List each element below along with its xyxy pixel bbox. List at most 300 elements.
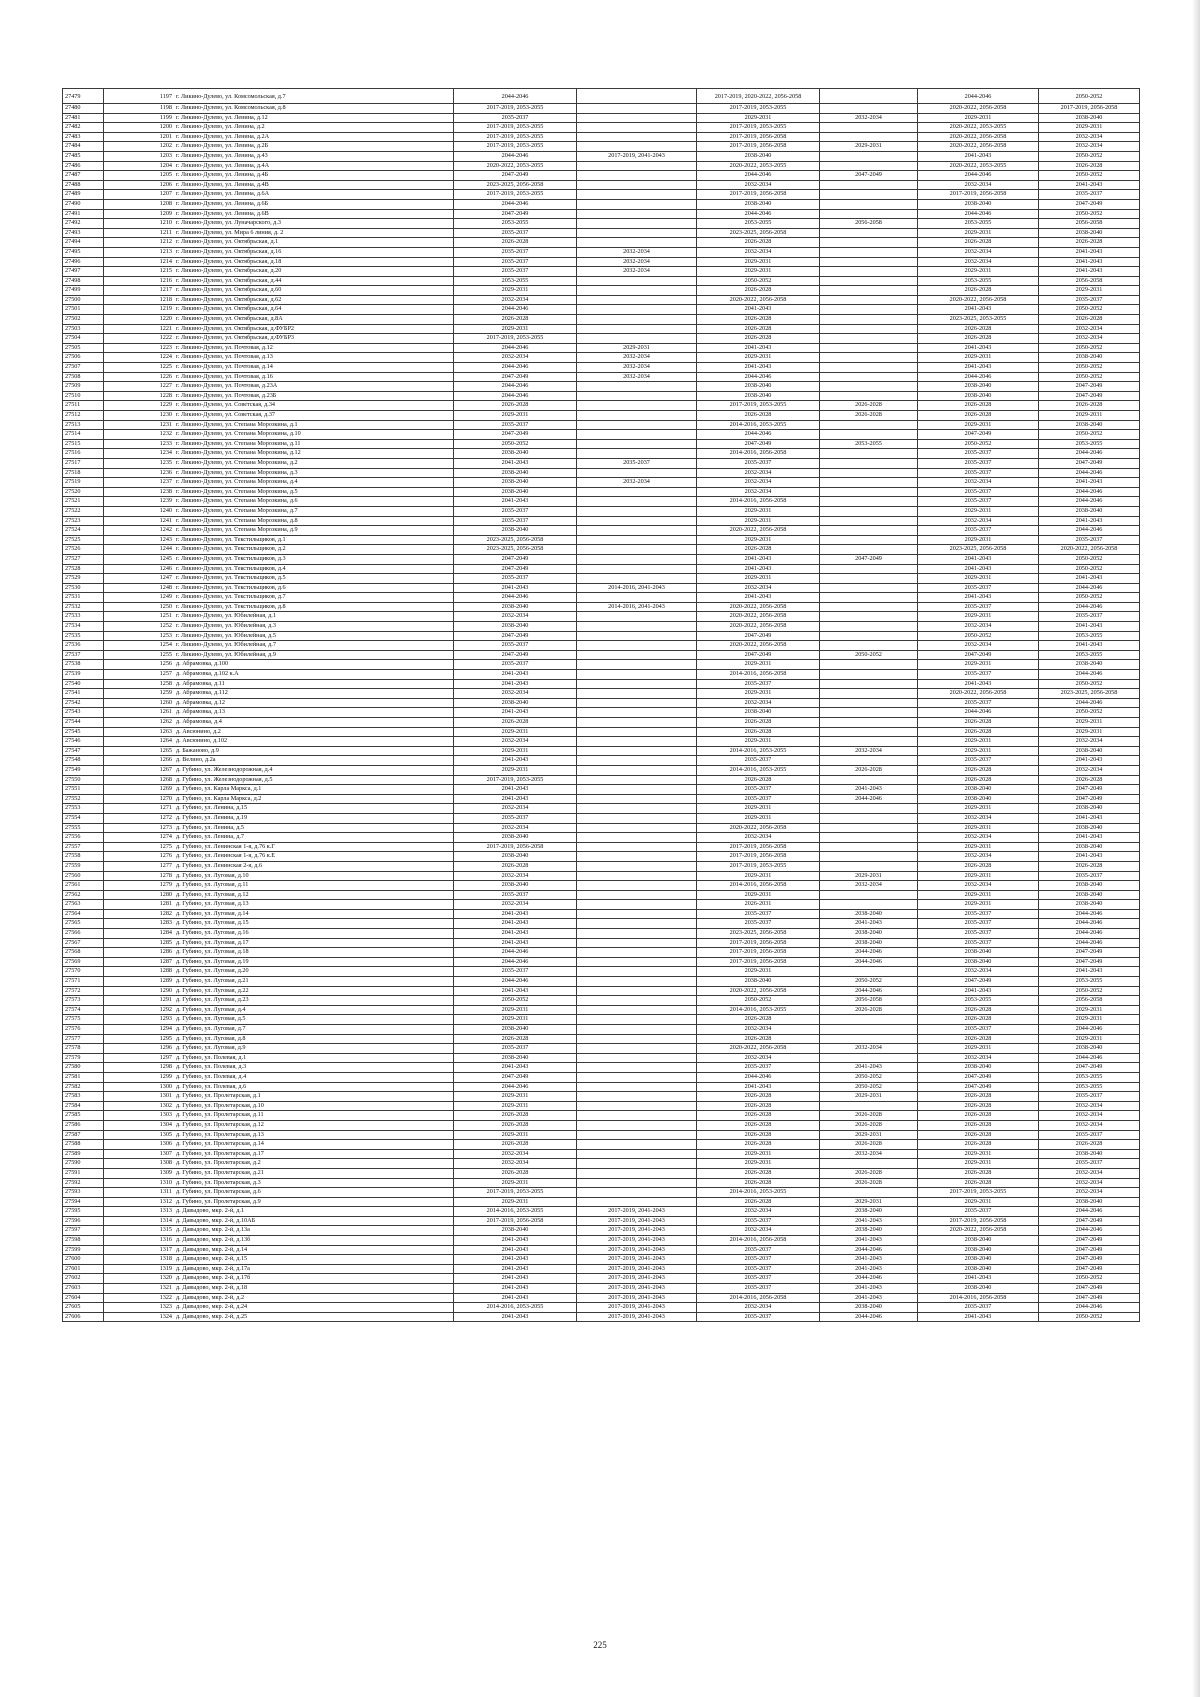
cell-period-3: 2035-2037 (697, 1284, 820, 1294)
cell-period-5: 2047-2049 (918, 977, 1039, 987)
cell-entry-number: 1300 (104, 1082, 175, 1092)
cell-period-1: 2017-2019, 2053-2055 (454, 104, 577, 114)
cell-period-3: 2035-2037 (697, 1255, 820, 1265)
table-row (63, 286, 1140, 296)
cell-entry-number: 1267 (104, 765, 175, 775)
cell-period-4 (820, 89, 918, 104)
cell-period-5: 2035-2037 (918, 938, 1039, 948)
cell-row-number: 27547 (63, 746, 104, 756)
cell-period-2: 2014-2016, 2041-2043 (577, 583, 697, 593)
cell-entry-number: 1235 (104, 458, 175, 468)
cell-period-4: 2041-2043 (820, 1236, 918, 1246)
table-row (63, 909, 1140, 919)
cell-row-number: 27541 (63, 689, 104, 699)
cell-row-number: 27528 (63, 564, 104, 574)
cell-period-3: 2050-2052 (697, 276, 820, 286)
cell-address: г. Ликино-Дулево, ул. Комсомольская, д.8 (174, 104, 454, 114)
cell-period-6: 2026-2028 (1039, 861, 1140, 871)
cell-period-2 (577, 1072, 697, 1082)
cell-row-number: 27505 (63, 343, 104, 353)
table-row (63, 727, 1140, 737)
cell-row-number: 27544 (63, 718, 104, 728)
cell-period-4 (820, 1101, 918, 1111)
cell-period-3: 2020-2022, 2056-2058 (697, 1044, 820, 1054)
cell-period-4: 2032-2034 (820, 113, 918, 123)
cell-period-2 (577, 890, 697, 900)
cell-period-4 (820, 458, 918, 468)
table-row (63, 1044, 1140, 1054)
cell-row-number: 27599 (63, 1245, 104, 1255)
cell-period-4 (820, 238, 918, 248)
cell-period-1: 2038-2040 (454, 852, 577, 862)
cell-period-4: 2041-2043 (820, 1293, 918, 1303)
cell-row-number: 27497 (63, 267, 104, 277)
cell-period-3: 2041-2043 (697, 554, 820, 564)
cell-period-3: 2026-2028 (697, 315, 820, 325)
cell-period-5: 2029-2031 (918, 353, 1039, 363)
cell-period-1: 2014-2016, 2053-2055 (454, 1207, 577, 1217)
cell-period-4 (820, 1159, 918, 1169)
cell-period-1: 2044-2046 (454, 363, 577, 373)
cell-period-2 (577, 411, 697, 421)
cell-period-5: 2020-2022, 2053-2055 (918, 123, 1039, 133)
cell-period-2 (577, 171, 697, 181)
cell-period-3: 2026-2028 (697, 1140, 820, 1150)
cell-address: г. Ликино-Дулево, ул. Ленина, д.4В (174, 180, 454, 190)
cell-address: г. Ликино-Дулево, ул. Октябрьская, д.ФУБР2 (174, 324, 454, 334)
cell-period-5: 2035-2037 (918, 468, 1039, 478)
table-row (63, 785, 1140, 795)
cell-period-2: 2032-2034 (577, 478, 697, 488)
cell-period-1: 2041-2043 (454, 1236, 577, 1246)
cell-address: г. Ликино-Дулево, ул. Юбилейная, д.7 (174, 641, 454, 651)
cell-period-2 (577, 238, 697, 248)
cell-period-2 (577, 295, 697, 305)
cell-period-6: 2029-2031 (1039, 286, 1140, 296)
cell-period-2 (577, 391, 697, 401)
cell-period-4 (820, 526, 918, 536)
cell-entry-number: 1239 (104, 497, 175, 507)
cell-period-6: 2050-2052 (1039, 171, 1140, 181)
cell-period-5: 2026-2028 (918, 411, 1039, 421)
cell-period-4: 2026-2028 (820, 1140, 918, 1150)
cell-period-5: 2038-2040 (918, 957, 1039, 967)
cell-period-4 (820, 276, 918, 286)
cell-period-3: 2044-2046 (697, 171, 820, 181)
cell-entry-number: 1279 (104, 881, 175, 891)
cell-row-number: 27588 (63, 1140, 104, 1150)
scan-edge (1192, 0, 1200, 1697)
cell-row-number: 27510 (63, 391, 104, 401)
cell-period-1: 2017-2019, 2053-2055 (454, 123, 577, 133)
cell-entry-number: 1243 (104, 535, 175, 545)
cell-period-5: 2038-2040 (918, 199, 1039, 209)
cell-period-3: 2029-2031 (697, 574, 820, 584)
cell-entry-number: 1222 (104, 334, 175, 344)
cell-period-2 (577, 977, 697, 987)
cell-period-4 (820, 631, 918, 641)
cell-period-1: 2041-2043 (454, 929, 577, 939)
cell-row-number: 27565 (63, 919, 104, 929)
cell-entry-number: 1198 (104, 104, 175, 114)
cell-period-2 (577, 1053, 697, 1063)
cell-period-2 (577, 842, 697, 852)
cell-period-3: 2041-2043 (697, 1082, 820, 1092)
cell-period-2: 2017-2019, 2041-2043 (577, 1274, 697, 1284)
cell-period-6: 2044-2046 (1039, 698, 1140, 708)
cell-period-6: 2020-2022, 2056-2058 (1039, 545, 1140, 555)
cell-period-3: 2017-2019, 2053-2055 (697, 861, 820, 871)
cell-address: д. Давыдово, мкр. 2-й, д.18 (174, 1284, 454, 1294)
cell-period-6: 2032-2034 (1039, 1168, 1140, 1178)
cell-period-5: 2032-2034 (918, 622, 1039, 632)
cell-period-5: 2047-2049 (918, 430, 1039, 440)
table-row (63, 852, 1140, 862)
cell-address: г. Ликино-Дулево, ул. Ленина, д.2А (174, 132, 454, 142)
cell-entry-number: 1210 (104, 219, 175, 229)
cell-period-6: 2038-2040 (1039, 660, 1140, 670)
cell-period-5: 2038-2040 (918, 1255, 1039, 1265)
cell-period-4 (820, 228, 918, 238)
cell-period-1: 2017-2019, 2053-2055 (454, 132, 577, 142)
cell-period-4: 2056-2058 (820, 219, 918, 229)
cell-entry-number: 1272 (104, 813, 175, 823)
cell-period-2 (577, 1005, 697, 1015)
cell-address: г. Ликино-Дулево, ул. Советская, д.34 (174, 401, 454, 411)
cell-period-2 (577, 1092, 697, 1102)
cell-entry-number: 1307 (104, 1149, 175, 1159)
cell-period-1: 2035-2037 (454, 267, 577, 277)
cell-period-6: 2041-2043 (1039, 516, 1140, 526)
cell-entry-number: 1221 (104, 324, 175, 334)
cell-period-6: 2041-2043 (1039, 852, 1140, 862)
cell-period-5: 2047-2049 (918, 1072, 1039, 1082)
cell-entry-number: 1237 (104, 478, 175, 488)
cell-entry-number: 1289 (104, 977, 175, 987)
cell-period-6: 2035-2037 (1039, 612, 1140, 622)
cell-period-1: 2017-2019, 2053-2055 (454, 190, 577, 200)
cell-period-3: 2044-2046 (697, 430, 820, 440)
cell-period-1: 2041-2043 (454, 497, 577, 507)
table-row (63, 660, 1140, 670)
cell-period-4: 2041-2043 (820, 1255, 918, 1265)
cell-address: г. Ликино-Дулево, ул. Текстильщиков, д.6 (174, 583, 454, 593)
cell-period-4 (820, 343, 918, 353)
cell-period-3: 2026-2028 (697, 1034, 820, 1044)
cell-period-4 (820, 315, 918, 325)
cell-period-3: 2014-2016, 2056-2058 (697, 670, 820, 680)
cell-period-2 (577, 535, 697, 545)
cell-period-3: 2047-2049 (697, 650, 820, 660)
cell-period-6: 2047-2049 (1039, 957, 1140, 967)
table-row (63, 737, 1140, 747)
cell-period-6: 2017-2019, 2056-2058 (1039, 104, 1140, 114)
cell-period-5: 2038-2040 (918, 1264, 1039, 1274)
cell-period-4 (820, 698, 918, 708)
cell-period-2 (577, 967, 697, 977)
cell-period-6: 2047-2049 (1039, 1264, 1140, 1274)
cell-period-6: 2026-2028 (1039, 775, 1140, 785)
cell-period-2 (577, 775, 697, 785)
cell-address: д. Давыдово, мкр. 2-й, д.2 (174, 1293, 454, 1303)
cell-row-number: 27564 (63, 909, 104, 919)
cell-period-5: 2029-2031 (918, 113, 1039, 123)
cell-row-number: 27552 (63, 794, 104, 804)
cell-period-2 (577, 1063, 697, 1073)
cell-period-1: 2047-2049 (454, 1072, 577, 1082)
cell-period-6: 2029-2031 (1039, 727, 1140, 737)
cell-period-6: 2038-2040 (1039, 746, 1140, 756)
cell-address: д. Губино, ул. Пролетарская, д.12 (174, 1120, 454, 1130)
cell-period-5: 2041-2043 (918, 593, 1039, 603)
cell-address: д. Губино, ул. Луговая, д.5 (174, 1015, 454, 1025)
cell-period-5: 2041-2043 (918, 363, 1039, 373)
cell-period-3: 2026-2031 (697, 900, 820, 910)
cell-period-3: 2053-2055 (697, 219, 820, 229)
cell-period-6: 2044-2046 (1039, 938, 1140, 948)
cell-row-number: 27604 (63, 1293, 104, 1303)
table-row (63, 1025, 1140, 1035)
cell-period-6: 2041-2043 (1039, 756, 1140, 766)
cell-period-2 (577, 1140, 697, 1150)
cell-period-1: 2038-2040 (454, 833, 577, 843)
cell-period-5: 2029-2031 (918, 1149, 1039, 1159)
table-row (63, 401, 1140, 411)
table-row (63, 650, 1140, 660)
cell-period-2 (577, 612, 697, 622)
cell-entry-number: 1304 (104, 1120, 175, 1130)
table-row (63, 171, 1140, 181)
cell-address: д. Губино, ул. Луговая, д.7 (174, 1025, 454, 1035)
cell-period-1: 2026-2028 (454, 315, 577, 325)
cell-period-6: 2050-2052 (1039, 554, 1140, 564)
cell-period-1: 2032-2034 (454, 804, 577, 814)
cell-row-number: 27603 (63, 1284, 104, 1294)
cell-address: д. Абрамовка, д.13 (174, 708, 454, 718)
cell-row-number: 27575 (63, 1015, 104, 1025)
cell-period-1: 2041-2043 (454, 938, 577, 948)
cell-address: д. Губино, ул. Пролетарская, д.2 (174, 1159, 454, 1169)
cell-period-5: 2020-2022, 2053-2055 (918, 161, 1039, 171)
cell-period-5: 2041-2043 (918, 305, 1039, 315)
cell-row-number: 27512 (63, 411, 104, 421)
cell-entry-number: 1298 (104, 1063, 175, 1073)
table-row (63, 593, 1140, 603)
cell-period-4 (820, 612, 918, 622)
cell-period-4 (820, 468, 918, 478)
cell-period-6: 2047-2049 (1039, 1236, 1140, 1246)
cell-period-6: 2050-2052 (1039, 151, 1140, 161)
cell-period-6: 2035-2037 (1039, 1130, 1140, 1140)
cell-period-6: 2029-2031 (1039, 411, 1140, 421)
cell-row-number: 27538 (63, 660, 104, 670)
cell-period-3: 2020-2022, 2056-2058 (697, 526, 820, 536)
cell-period-1: 2029-2031 (454, 1005, 577, 1015)
cell-period-1: 2044-2046 (454, 391, 577, 401)
cell-address: г. Ликино-Дулево, ул. Степана Морозкина, д.6 (174, 497, 454, 507)
table-row (63, 948, 1140, 958)
cell-period-5: 2035-2037 (918, 449, 1039, 459)
cell-period-3: 2020-2022, 2053-2055 (697, 161, 820, 171)
cell-period-4 (820, 641, 918, 651)
cell-entry-number: 1309 (104, 1168, 175, 1178)
cell-period-3: 2014-2016, 2053-2055 (697, 1005, 820, 1015)
cell-period-2 (577, 1168, 697, 1178)
cell-period-4: 2041-2043 (820, 1284, 918, 1294)
cell-period-6: 2038-2040 (1039, 506, 1140, 516)
cell-period-3: 2038-2040 (697, 151, 820, 161)
cell-period-2 (577, 804, 697, 814)
cell-period-6: 2050-2052 (1039, 1274, 1140, 1284)
cell-period-2 (577, 190, 697, 200)
cell-row-number: 27533 (63, 612, 104, 622)
cell-period-3: 2038-2040 (697, 382, 820, 392)
cell-address: д. Губино, ул. Ленина, д.15 (174, 804, 454, 814)
cell-period-6: 2050-2052 (1039, 679, 1140, 689)
cell-period-4: 2038-2040 (820, 909, 918, 919)
cell-period-6: 2044-2046 (1039, 487, 1140, 497)
cell-address: д. Губино, ул. Полевая, д.4 (174, 1072, 454, 1082)
cell-period-2: 2017-2019, 2041-2043 (577, 1255, 697, 1265)
table-row (63, 554, 1140, 564)
cell-entry-number: 1318 (104, 1255, 175, 1265)
cell-row-number: 27525 (63, 535, 104, 545)
cell-period-2: 2017-2019, 2041-2043 (577, 1226, 697, 1236)
cell-period-1: 2035-2037 (454, 247, 577, 257)
cell-row-number: 27561 (63, 881, 104, 891)
cell-address: д. Давыдово, мкр. 2-й, д.13б (174, 1236, 454, 1246)
table-row (63, 775, 1140, 785)
cell-period-5: 2032-2034 (918, 852, 1039, 862)
cell-entry-number: 1246 (104, 564, 175, 574)
cell-period-1: 2032-2034 (454, 871, 577, 881)
cell-period-4: 2032-2034 (820, 746, 918, 756)
cell-period-6: 2032-2034 (1039, 1101, 1140, 1111)
cell-period-4: 2038-2040 (820, 1226, 918, 1236)
cell-period-3: 2026-2028 (697, 545, 820, 555)
cell-row-number: 27480 (63, 104, 104, 114)
cell-period-3: 2029-2031 (697, 689, 820, 699)
cell-period-4 (820, 363, 918, 373)
cell-period-6: 2032-2034 (1039, 142, 1140, 152)
cell-address: г. Ликино-Дулево, ул. Текстильщиков, д.1 (174, 535, 454, 545)
cell-period-1: 2053-2055 (454, 276, 577, 286)
cell-period-3: 2029-2031 (697, 516, 820, 526)
cell-period-5: 2029-2031 (918, 267, 1039, 277)
cell-period-3: 2029-2031 (697, 967, 820, 977)
cell-period-3: 2017-2019, 2053-2055 (697, 123, 820, 133)
cell-period-1: 2044-2046 (454, 1082, 577, 1092)
cell-period-6: 2041-2043 (1039, 267, 1140, 277)
table-row (63, 1130, 1140, 1140)
cell-period-2 (577, 833, 697, 843)
cell-entry-number: 1285 (104, 938, 175, 948)
cell-period-4: 2056-2058 (820, 996, 918, 1006)
cell-row-number: 27486 (63, 161, 104, 171)
cell-period-3: 2017-2019, 2053-2055 (697, 104, 820, 114)
cell-entry-number: 1295 (104, 1034, 175, 1044)
cell-period-3: 2044-2046 (697, 209, 820, 219)
cell-address: г. Ликино-Дулево, ул. Октябрьская, д.20 (174, 267, 454, 277)
cell-address: д. Давыдово, мкр. 2-й, д.15 (174, 1255, 454, 1265)
cell-address: г. Ликино-Дулево, ул. Ленина, д.12 (174, 113, 454, 123)
cell-entry-number: 1248 (104, 583, 175, 593)
cell-period-1: 2038-2040 (454, 449, 577, 459)
cell-period-3: 2029-2031 (697, 890, 820, 900)
cell-period-3: 2014-2016, 2056-2058 (697, 449, 820, 459)
cell-period-5: 2035-2037 (918, 583, 1039, 593)
cell-period-3: 2029-2031 (697, 813, 820, 823)
cell-period-6: 2038-2040 (1039, 842, 1140, 852)
cell-period-3: 2017-2019, 2056-2058 (697, 938, 820, 948)
cell-entry-number: 1316 (104, 1236, 175, 1246)
cell-period-6: 2047-2049 (1039, 1063, 1140, 1073)
cell-period-2: 2032-2034 (577, 247, 697, 257)
cell-period-1: 2032-2034 (454, 353, 577, 363)
cell-row-number: 27601 (63, 1264, 104, 1274)
cell-period-2: 2032-2034 (577, 363, 697, 373)
cell-entry-number: 1310 (104, 1178, 175, 1188)
table-row (63, 1264, 1140, 1274)
cell-address: г. Ликино-Дулево, ул. Октябрьская, д.8А (174, 315, 454, 325)
cell-period-5: 2017-2019, 2056-2058 (918, 1216, 1039, 1226)
cell-address: г. Ликино-Дулево, ул. Ленина, д.4А (174, 161, 454, 171)
cell-period-2: 2029-2031 (577, 343, 697, 353)
table-row (63, 641, 1140, 651)
cell-period-6: 2053-2055 (1039, 1082, 1140, 1092)
cell-period-3: 2020-2022, 2056-2058 (697, 986, 820, 996)
cell-row-number: 27508 (63, 372, 104, 382)
cell-address: д. Давыдово, мкр. 2-й, д.25 (174, 1312, 454, 1322)
cell-period-4 (820, 718, 918, 728)
cell-row-number: 27500 (63, 295, 104, 305)
cell-period-3: 2017-2019, 2056-2058 (697, 852, 820, 862)
cell-period-2 (577, 1188, 697, 1198)
cell-period-6: 2041-2043 (1039, 641, 1140, 651)
cell-address: д. Губино, ул. Ленина, д.19 (174, 813, 454, 823)
cell-period-4: 2050-2052 (820, 977, 918, 987)
cell-address: д. Авсюнино, д.102 (174, 737, 454, 747)
cell-period-2 (577, 660, 697, 670)
cell-period-4: 2038-2040 (820, 1207, 918, 1217)
cell-period-4: 2047-2049 (820, 554, 918, 564)
cell-period-2 (577, 794, 697, 804)
cell-period-2 (577, 1111, 697, 1121)
cell-period-6: 2050-2052 (1039, 343, 1140, 353)
cell-row-number: 27556 (63, 833, 104, 843)
cell-period-5: 2041-2043 (918, 1274, 1039, 1284)
cell-period-3: 2017-2019, 2056-2058 (697, 132, 820, 142)
table-row (63, 1140, 1140, 1150)
cell-period-5: 2035-2037 (918, 919, 1039, 929)
cell-row-number: 27577 (63, 1034, 104, 1044)
cell-period-2 (577, 554, 697, 564)
cell-period-5: 2029-2031 (918, 660, 1039, 670)
cell-period-2: 2032-2034 (577, 267, 697, 277)
cell-row-number: 27514 (63, 430, 104, 440)
cell-period-3: 2035-2037 (697, 458, 820, 468)
cell-period-3: 2026-2028 (697, 1111, 820, 1121)
cell-row-number: 27527 (63, 554, 104, 564)
cell-period-1: 2041-2043 (454, 1274, 577, 1284)
cell-row-number: 27491 (63, 209, 104, 219)
cell-entry-number: 1299 (104, 1072, 175, 1082)
cell-period-1: 2038-2040 (454, 698, 577, 708)
cell-address: г. Ликино-Дулево, ул. Мира 6 линия, д. 2 (174, 228, 454, 238)
cell-period-5: 2026-2028 (918, 1140, 1039, 1150)
cell-period-2 (577, 276, 697, 286)
cell-entry-number: 1247 (104, 574, 175, 584)
